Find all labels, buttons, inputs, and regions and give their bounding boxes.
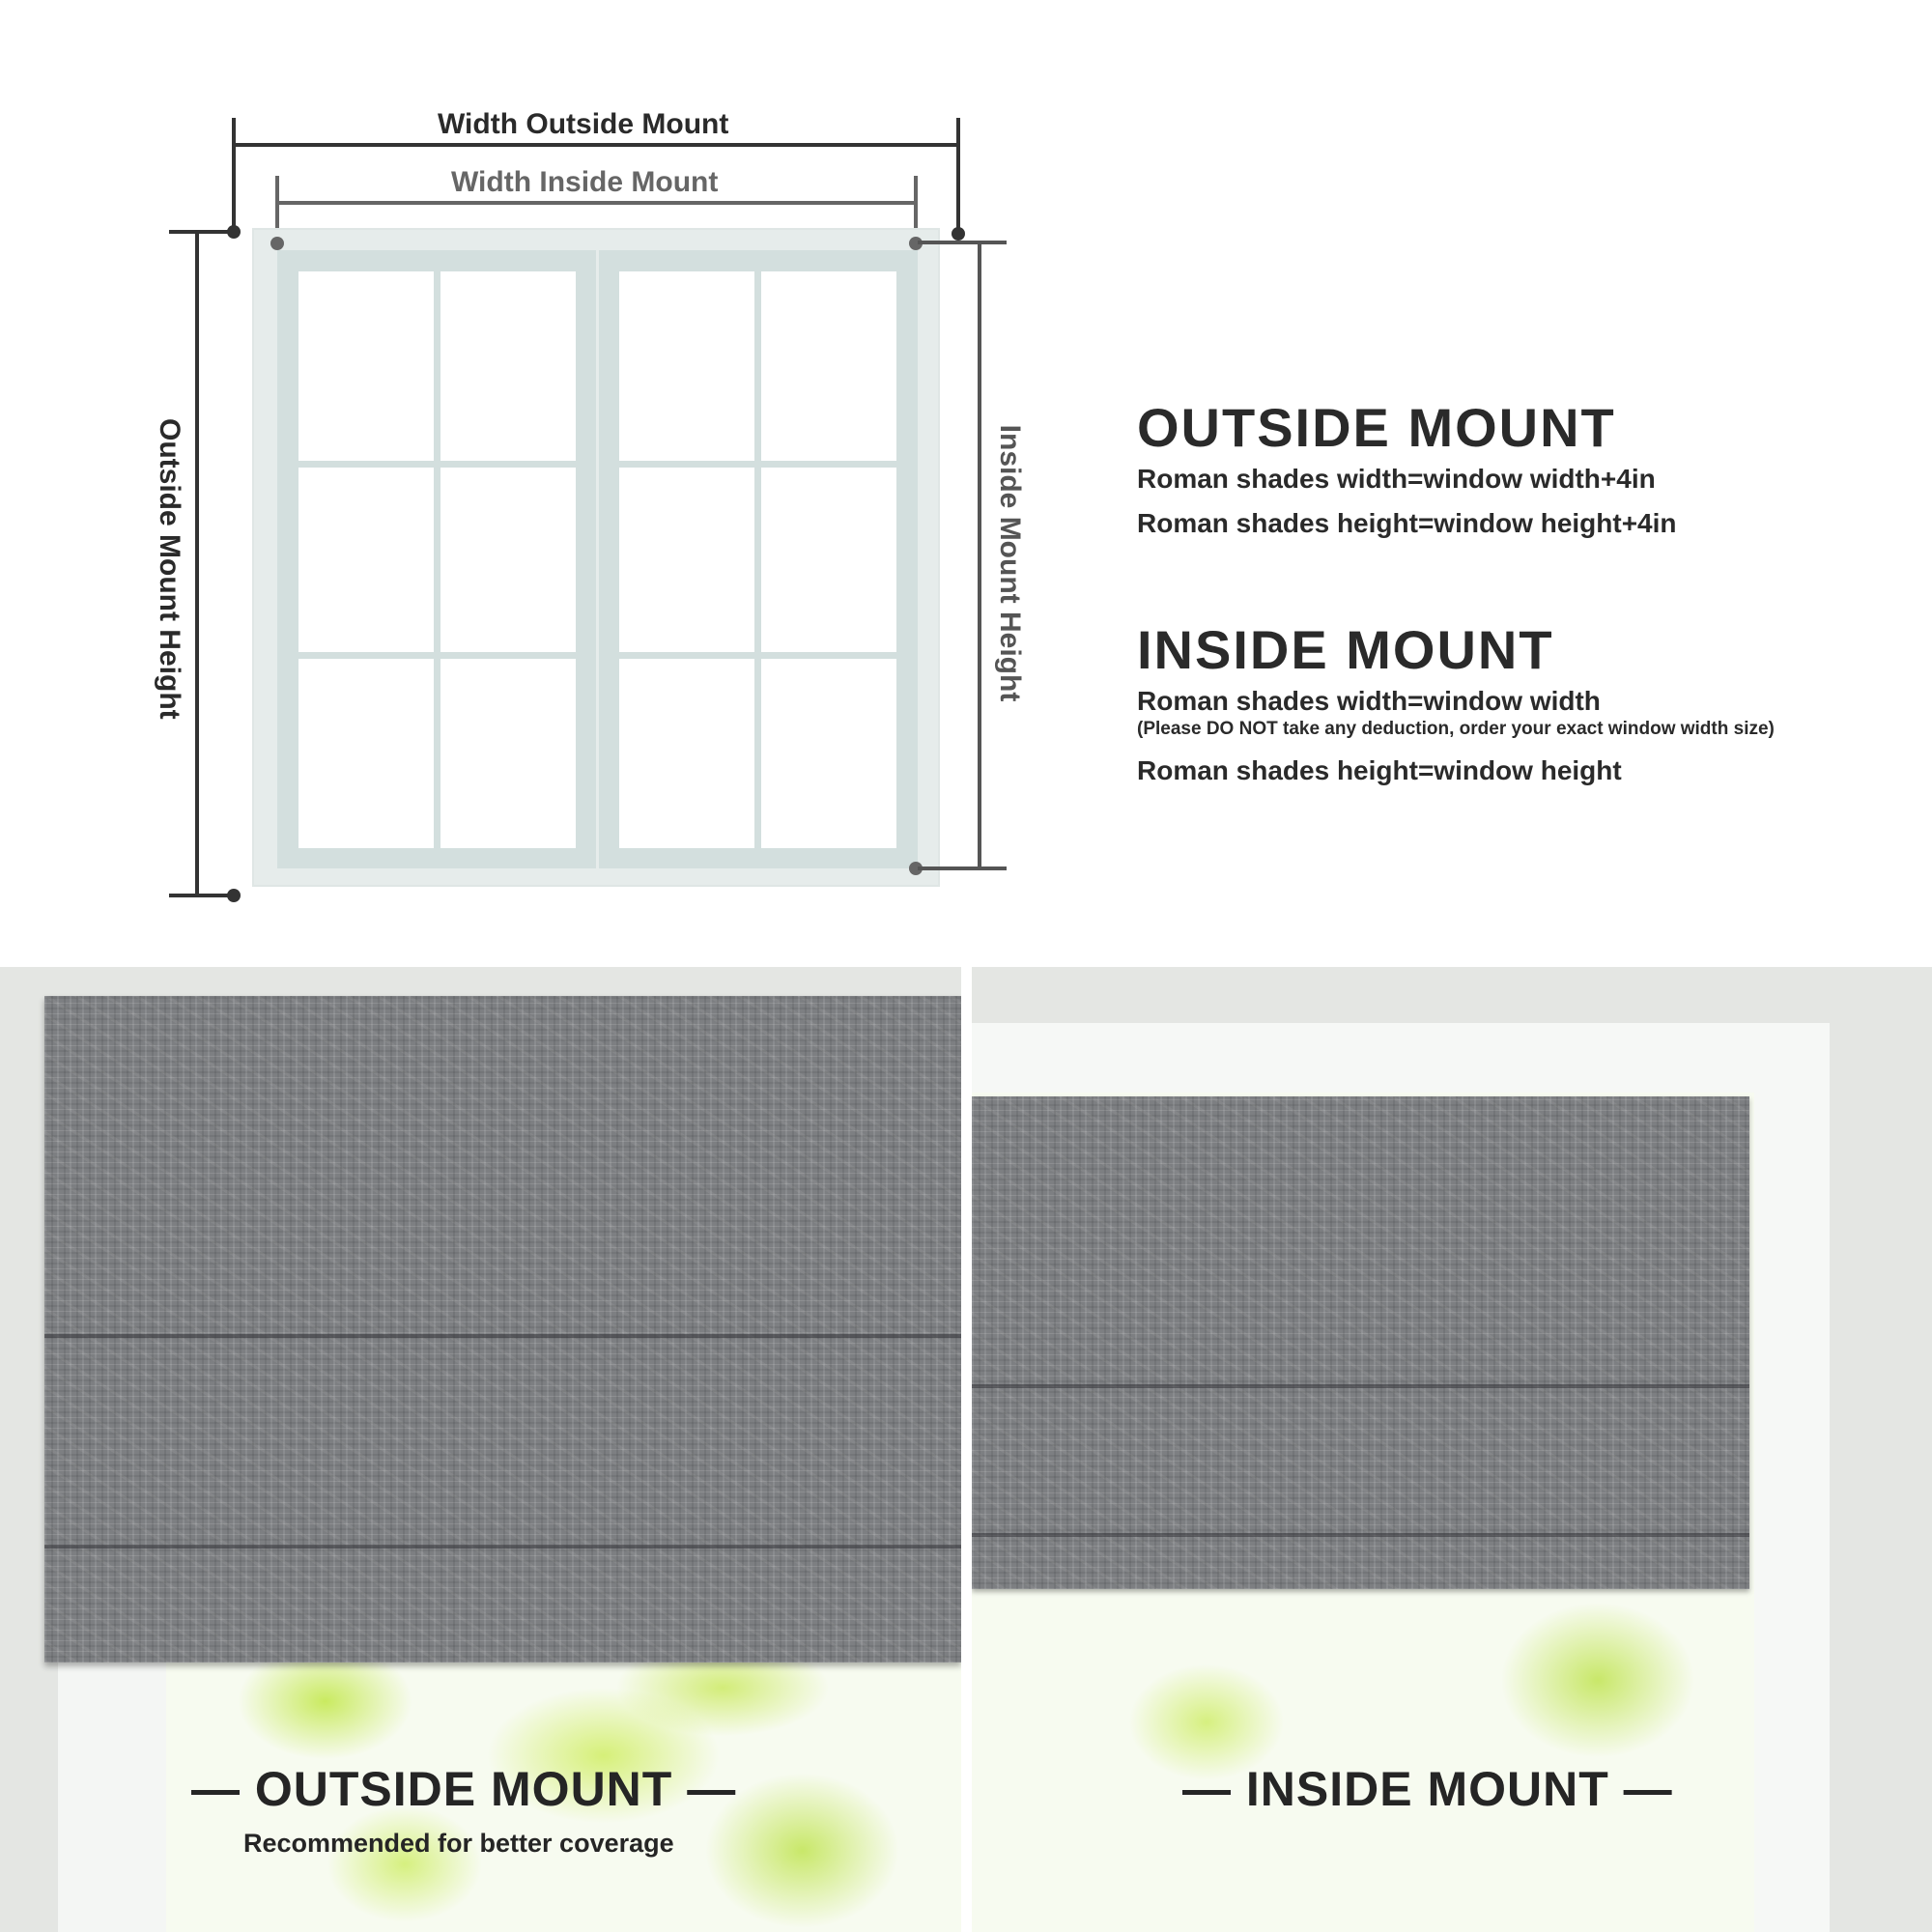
width-outside-tick-right bbox=[956, 118, 960, 234]
corner-dot bbox=[270, 237, 284, 250]
shade-fold bbox=[972, 1533, 1749, 1537]
shade-fold bbox=[44, 1334, 961, 1338]
width-inside-label: Width Inside Mount bbox=[451, 166, 719, 198]
width-outside-tick-left bbox=[232, 118, 236, 234]
shade-fold bbox=[44, 1545, 961, 1548]
roman-shade bbox=[972, 1096, 1749, 1589]
inside-width-rule: Roman shades width=window width bbox=[1137, 686, 1601, 716]
inside-mount-caption: — INSIDE MOUNT — bbox=[1182, 1762, 1673, 1816]
outside-height-rule: Roman shades height=window height+4in bbox=[1137, 508, 1677, 538]
outside-mount-subcaption: Recommended for better coverage bbox=[243, 1829, 674, 1858]
inside-height-rule: Roman shades height=window height bbox=[1137, 755, 1622, 785]
inside-mount-title: INSIDE MOUNT bbox=[1137, 619, 1554, 680]
window-sash-right bbox=[599, 250, 918, 868]
inside-height-line bbox=[978, 242, 981, 868]
inside-height-tick-top bbox=[918, 241, 1007, 244]
inside-height-label: Inside Mount Height bbox=[994, 424, 1026, 702]
corner-dot bbox=[952, 227, 965, 241]
outside-width-rule: Roman shades width=window width+4in bbox=[1137, 464, 1656, 494]
window-sash-left bbox=[277, 250, 596, 868]
roman-shade bbox=[44, 996, 961, 1662]
inside-width-note: (Please DO NOT take any deduction, order your exact window width size) bbox=[1137, 719, 1775, 739]
outside-height-label: Outside Mount Height bbox=[154, 418, 185, 720]
outside-height-tick-bottom bbox=[169, 894, 234, 897]
outside-mount-photo bbox=[0, 967, 961, 1932]
outside-height-line bbox=[195, 232, 199, 895]
width-outside-line bbox=[234, 143, 958, 147]
outside-mount-caption: — OUTSIDE MOUNT — bbox=[191, 1762, 737, 1816]
outside-mount-title: OUTSIDE MOUNT bbox=[1137, 397, 1616, 458]
inside-mount-photo bbox=[972, 967, 1932, 1932]
outside-height-tick-top bbox=[169, 230, 234, 234]
shade-fold bbox=[972, 1384, 1749, 1388]
width-inside-line bbox=[277, 201, 916, 205]
inside-height-tick-bottom bbox=[918, 867, 1007, 870]
width-outside-label: Width Outside Mount bbox=[438, 108, 729, 140]
